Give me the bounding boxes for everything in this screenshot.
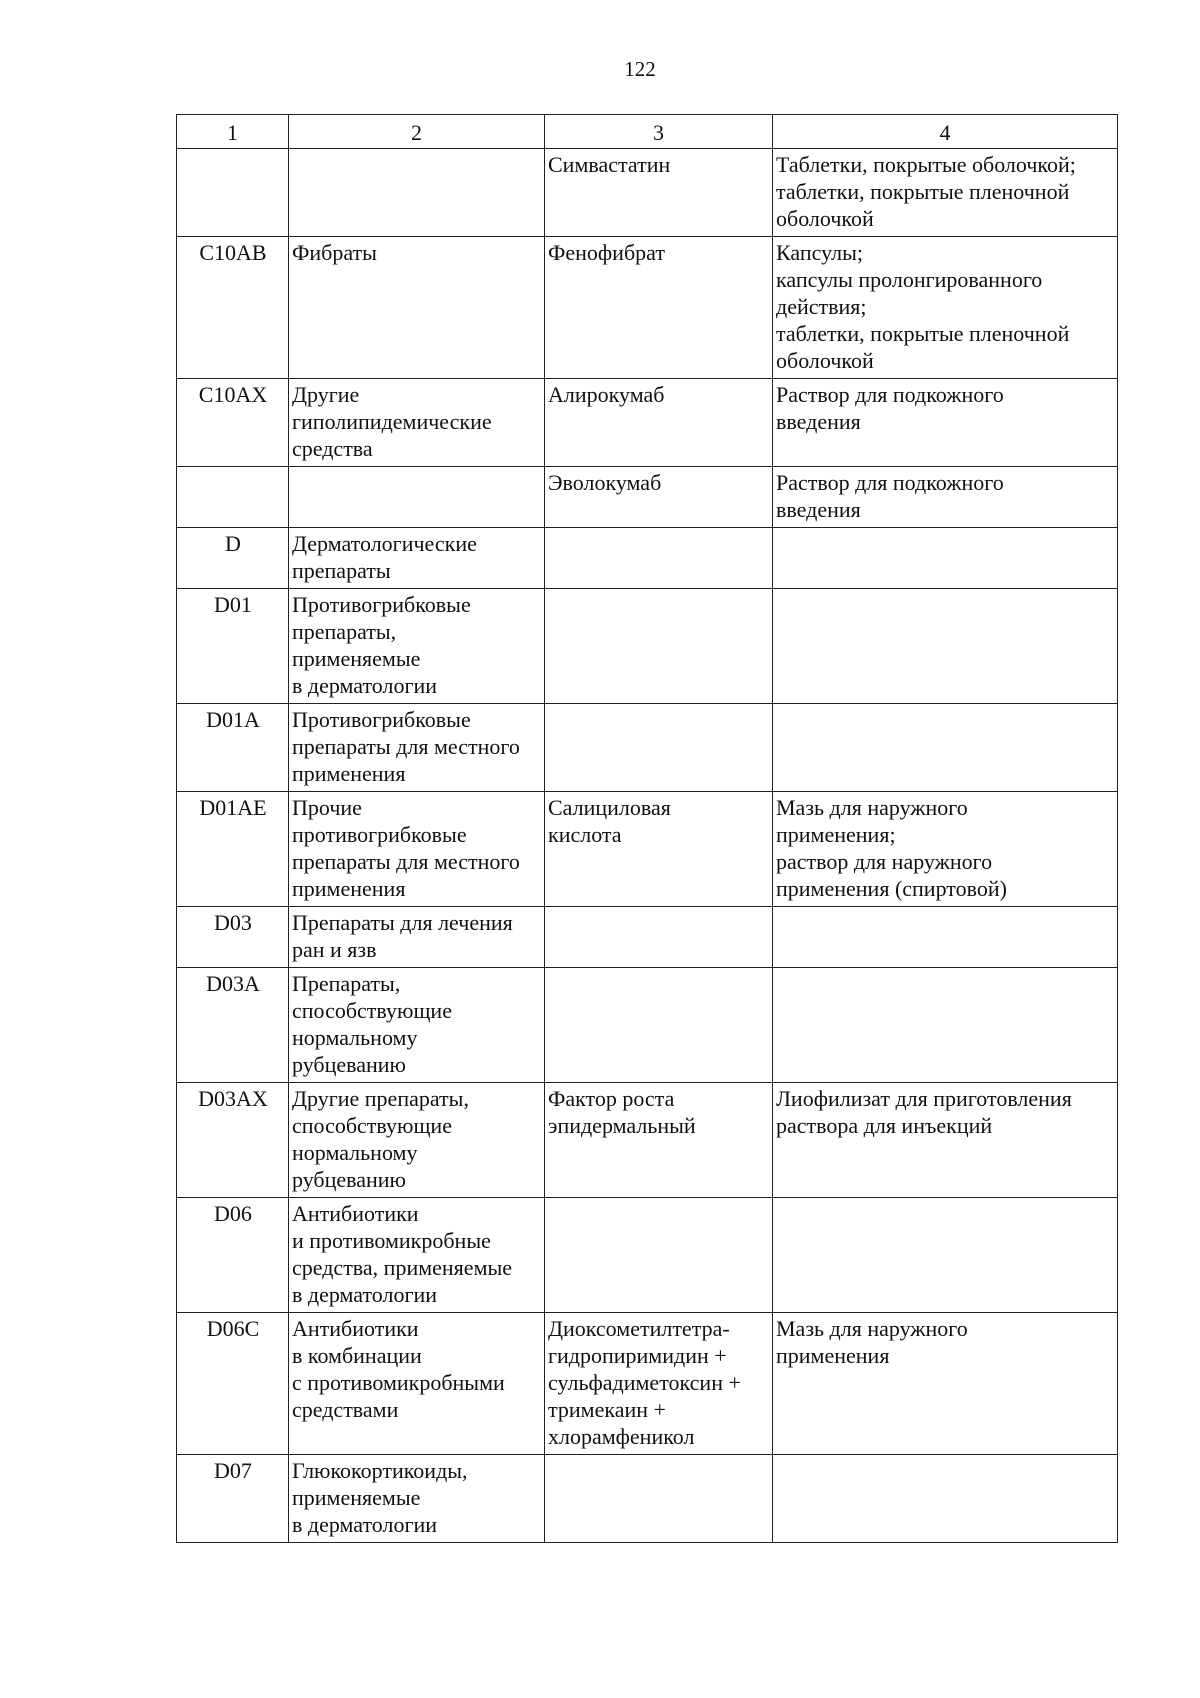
table-row <box>177 1313 1118 1455</box>
atc-code-cell: D06C <box>177 1313 289 1455</box>
dosage-form-cell: Раствор для подкожного введения <box>773 379 1118 467</box>
table-row <box>177 149 1118 237</box>
group-name-cell: Прочие противогрибковые препараты для местного применения <box>289 792 545 907</box>
atc-code-cell: C10AX <box>177 379 289 467</box>
group-name-cell <box>289 467 545 528</box>
drug-name-cell: Симвастатин <box>545 149 773 237</box>
dosage-form-cell <box>773 528 1118 589</box>
table-row <box>177 907 1118 968</box>
group-name-cell: Другие гиполипидемические средства <box>289 379 545 467</box>
drug-name-cell <box>545 528 773 589</box>
group-name-cell: Противогрибковые препараты, применяемые в дерматологии <box>289 589 545 704</box>
drug-name-cell: Эволокумаб <box>545 467 773 528</box>
dosage-form-cell <box>773 968 1118 1083</box>
drug-table <box>176 114 1118 1543</box>
column-header-2: 2 <box>289 115 545 149</box>
table-row <box>177 589 1118 704</box>
atc-code-cell: C10AB <box>177 237 289 379</box>
drug-name-cell <box>545 1455 773 1543</box>
table-row <box>177 1083 1118 1198</box>
atc-code-cell: D01 <box>177 589 289 704</box>
column-header-3: 3 <box>545 115 773 149</box>
drug-name-cell: Салициловая кислота <box>545 792 773 907</box>
table-row <box>177 237 1118 379</box>
atc-code-cell: D06 <box>177 1198 289 1313</box>
atc-code-cell: D <box>177 528 289 589</box>
page-number: 122 <box>624 57 656 81</box>
atc-code-cell: D01AE <box>177 792 289 907</box>
group-name-cell: Антибиотики в комбинации с противомикробными средствами <box>289 1313 545 1455</box>
group-name-cell <box>289 149 545 237</box>
group-name-cell: Другие препараты, способствующие нормальному рубцеванию <box>289 1083 545 1198</box>
drug-name-cell <box>545 704 773 792</box>
atc-code-cell: D07 <box>177 1455 289 1543</box>
header-row <box>177 115 1118 149</box>
group-name-cell: Противогрибковые препараты для местного применения <box>289 704 545 792</box>
dosage-form-cell <box>773 1198 1118 1313</box>
column-header-1: 1 <box>177 115 289 149</box>
dosage-form-cell <box>773 907 1118 968</box>
drug-name-cell <box>545 907 773 968</box>
group-name-cell: Глюкокортикоиды, применяемые в дерматологии <box>289 1455 545 1543</box>
atc-code-cell: D03A <box>177 968 289 1083</box>
dosage-form-cell <box>773 704 1118 792</box>
table-row <box>177 792 1118 907</box>
table-row <box>177 704 1118 792</box>
table-row <box>177 467 1118 528</box>
atc-code-cell: D01A <box>177 704 289 792</box>
drug-name-cell: Фактор роста эпидермальный <box>545 1083 773 1198</box>
group-name-cell: Антибиотики и противомикробные средства, применяемые в дерматологии <box>289 1198 545 1313</box>
dosage-form-cell: Капсулы; капсулы пролонгированного действия; таблетки, покрытые пленочной оболочкой <box>773 237 1118 379</box>
group-name-cell: Дерматологические препараты <box>289 528 545 589</box>
dosage-form-cell: Мазь для наружного применения; раствор для наружного применения (спиртовой) <box>773 792 1118 907</box>
drug-name-cell <box>545 968 773 1083</box>
group-name-cell: Фибраты <box>289 237 545 379</box>
group-name-cell: Препараты для лечения ран и язв <box>289 907 545 968</box>
table-row <box>177 1455 1118 1543</box>
table-row <box>177 968 1118 1083</box>
drug-name-cell <box>545 1198 773 1313</box>
table-row <box>177 379 1118 467</box>
dosage-form-cell <box>773 589 1118 704</box>
dosage-form-cell <box>773 1455 1118 1543</box>
dosage-form-cell: Мазь для наружного применения <box>773 1313 1118 1455</box>
drug-name-cell <box>545 589 773 704</box>
drug-name-cell: Алирокумаб <box>545 379 773 467</box>
dosage-form-cell: Таблетки, покрытые оболочкой; таблетки, покрытые пленочной оболочкой <box>773 149 1118 237</box>
atc-code-cell: D03AX <box>177 1083 289 1198</box>
dosage-form-cell: Раствор для подкожного введения <box>773 467 1118 528</box>
column-header-4: 4 <box>773 115 1118 149</box>
table-row <box>177 528 1118 589</box>
drug-name-cell: Фенофибрат <box>545 237 773 379</box>
atc-code-cell <box>177 149 289 237</box>
table-body <box>177 149 1118 1543</box>
dosage-form-cell: Лиофилизат для приготовления раствора для инъекций <box>773 1083 1118 1198</box>
table-row <box>177 1198 1118 1313</box>
drug-name-cell: Диоксометилтетра- гидропиримидин + сульфадиметоксин + тримекаин + хлорамфеникол <box>545 1313 773 1455</box>
group-name-cell: Препараты, способствующие нормальному рубцеванию <box>289 968 545 1083</box>
atc-code-cell <box>177 467 289 528</box>
atc-code-cell: D03 <box>177 907 289 968</box>
